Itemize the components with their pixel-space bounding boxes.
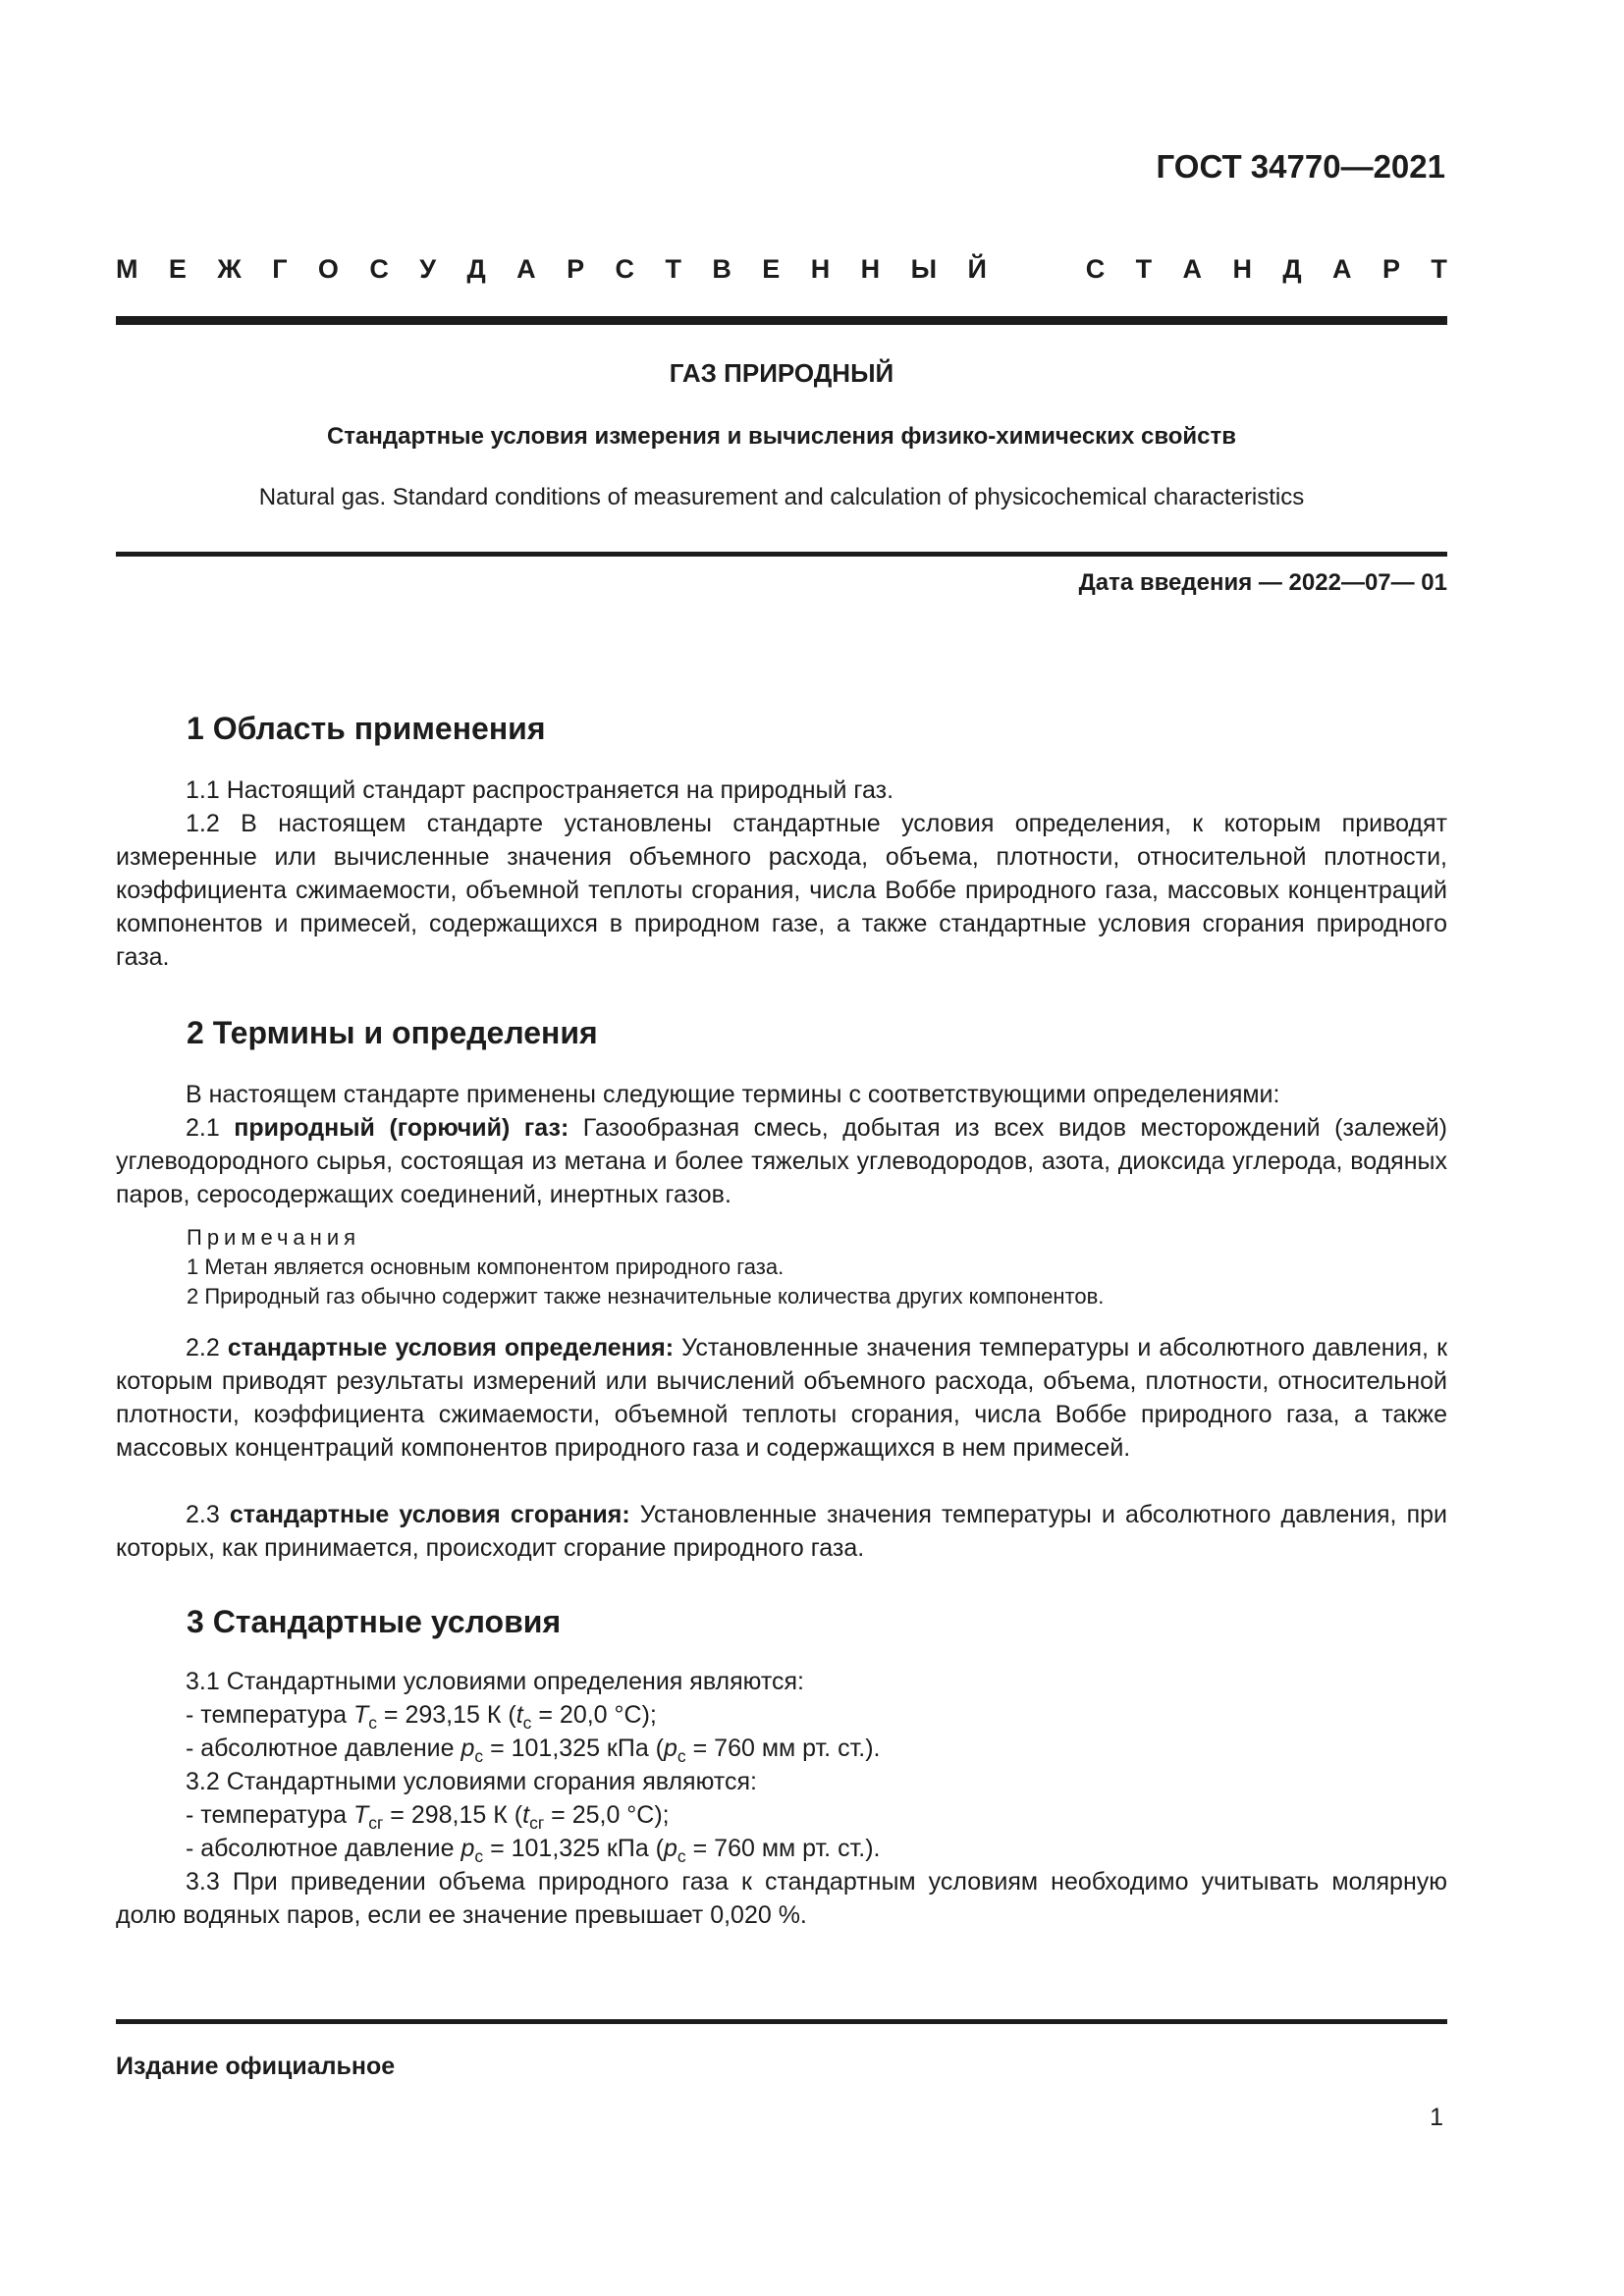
clause-1-2: 1.2 В настоящем стандарте установлены стандартные условия определения, к которым приводят измеренные или вычисленные значения объемного расхода, объема, плотности, относительной плотности, коэффициента сжимаемости, объемной теплоты сгорания, числа Воббе природного газа, массовых концентраций компонентов и примесей, содержащихся в природном газе, а также стандартные условия сгорания природного газа.: [116, 810, 1447, 971]
section-2-heading: 2 Термины и определения: [187, 1015, 598, 1050]
banner-letter: В: [712, 254, 731, 284]
banner-letter: Д: [466, 254, 486, 284]
banner-letter: О: [317, 254, 339, 284]
term-2-3-definition: Установленные значения температуры и абсолютного давления, при которых, как принимается, происходит сгорание природного газа.: [116, 1501, 1447, 1562]
introduction-date: Дата введения — 2022—07— 01: [1078, 569, 1447, 596]
banner-letter: Р: [1381, 254, 1400, 284]
banner-letter: Н: [810, 254, 831, 284]
term-2-3-number: 2.3: [186, 1501, 230, 1528]
clause-1-1: 1.1 Настоящий стандарт распространяется на природный газ.: [186, 776, 894, 804]
note-2: 2 Природный газ обычно содержит также незначительные количества других компонентов.: [187, 1284, 1105, 1308]
banner-letter: Е: [762, 254, 781, 284]
document-subtitle: Стандартные условия измерения и вычисления физико-химических свойств: [326, 423, 1237, 450]
clause-3-2: 3.2 Стандартными условиями сгорания являются:: [186, 1768, 757, 1795]
term-2-3: [116, 1498, 1447, 1565]
document-title: ГАЗ ПРИРОДНЫЙ: [669, 358, 894, 388]
document-number: ГОСТ 34770—2021: [1156, 148, 1445, 185]
banner-letter: А: [1182, 254, 1203, 284]
banner-letter: А: [516, 254, 536, 284]
banner-letter: М: [116, 254, 138, 284]
banner-letter: Й: [967, 254, 987, 284]
term-2-2-definition: Установленные значения температуры и абсолютного давления, к которым приводят результаты измерений или вычислений объемного расхода, объема, плотности, относительной плотности, коэффициента сжимаемости, объемной теплоты сгорания, числа Воббе природного газа, а также массовых концентраций компонентов природного газа и содержащихся в нем примесей.: [116, 1334, 1448, 1462]
banner-letter: Н: [860, 254, 881, 284]
banner-letter: Т: [665, 254, 681, 284]
header-rule: [116, 316, 1447, 325]
banner-letter: А: [1332, 254, 1352, 284]
banner-letter: Т: [1135, 254, 1153, 284]
term-2-2: [116, 1331, 1447, 1465]
term-2-3-term: стандартные условия сгорания:: [229, 1501, 630, 1528]
clause-3-1: 3.1 Стандартными условиями определения являются:: [186, 1668, 805, 1695]
banner-letter: Д: [1282, 254, 1302, 284]
combustion-temperature-line: - температура $T_{cг} = 298,15$ К ($t_{cг} = 25,0$ °C);: [186, 1801, 670, 1833]
english-title: Natural gas. Standard conditions of measurement and calculation of physicochemical characteristics: [258, 484, 1305, 510]
term-2-2-term: стандартные условия определения:: [227, 1334, 675, 1362]
standard-type-banner: [116, 251, 1447, 287]
term-2-1-definition: Газообразная смесь, добытая из всех видов месторождений (залежей) углеводородного сырья, состоящая из метана и более тяжелых углеводородов, азота, диоксида углерода, водяных паров, серосодержащих соединений, инертных газов.: [116, 1114, 1447, 1208]
banner-letter: Р: [567, 254, 585, 284]
banner-letter: Е: [168, 254, 187, 284]
banner-letter: Т: [1431, 254, 1447, 284]
term-2-1-term: природный (горючий) газ:: [234, 1114, 569, 1142]
banner-letter: У: [419, 254, 437, 284]
section-3-heading: 3 Стандартные условия: [187, 1604, 562, 1639]
standard-temperature-line: - температура $T_c = 293,15$ К ($t_c = 20,0$ °C);: [186, 1701, 657, 1733]
terms-intro: В настоящем стандарте применены следующие термины с соответствующими определениями:: [186, 1081, 1280, 1108]
official-edition-label: Издание официальное: [116, 2053, 396, 2080]
section-1-heading: 1 Область применения: [187, 711, 546, 746]
page-number: 1: [1430, 2104, 1443, 2131]
standard-pressure-line: - абсолютное давление $p_c = 101,325$ кПа ($p_c = 760$ мм рт. ст.).: [186, 1735, 881, 1766]
banner-letter: Г: [272, 254, 288, 284]
note-1: 1 Метан является основным компонентом природного газа.: [187, 1255, 785, 1279]
banner-letter: Ж: [217, 254, 242, 284]
term-2-1: [116, 1111, 1447, 1211]
footer-rule: [116, 2019, 1447, 2024]
banner-letter: С: [615, 254, 635, 284]
clause-3-3: 3.3 При приведении объема природного газа к стандартным условиям необходимо учитывать молярную долю водяных паров, если ее значение превышает 0,020 %.: [116, 1868, 1447, 1929]
banner-letter: Ы: [910, 254, 938, 284]
banner-letter: С: [1085, 254, 1106, 284]
notes-heading: Примечания: [187, 1225, 361, 1250]
term-2-1-number: 2.1: [186, 1114, 235, 1142]
banner-word-gap: [1017, 251, 1055, 287]
term-2-2-number: 2.2: [186, 1334, 228, 1362]
title-rule: [116, 552, 1447, 557]
banner-letter: С: [369, 254, 389, 284]
banner-letter: Н: [1232, 254, 1252, 284]
combustion-pressure-line: - абсолютное давление $p_c = 101,325$ кПа ($p_c = 760$ мм рт. ст.).: [186, 1835, 881, 1866]
